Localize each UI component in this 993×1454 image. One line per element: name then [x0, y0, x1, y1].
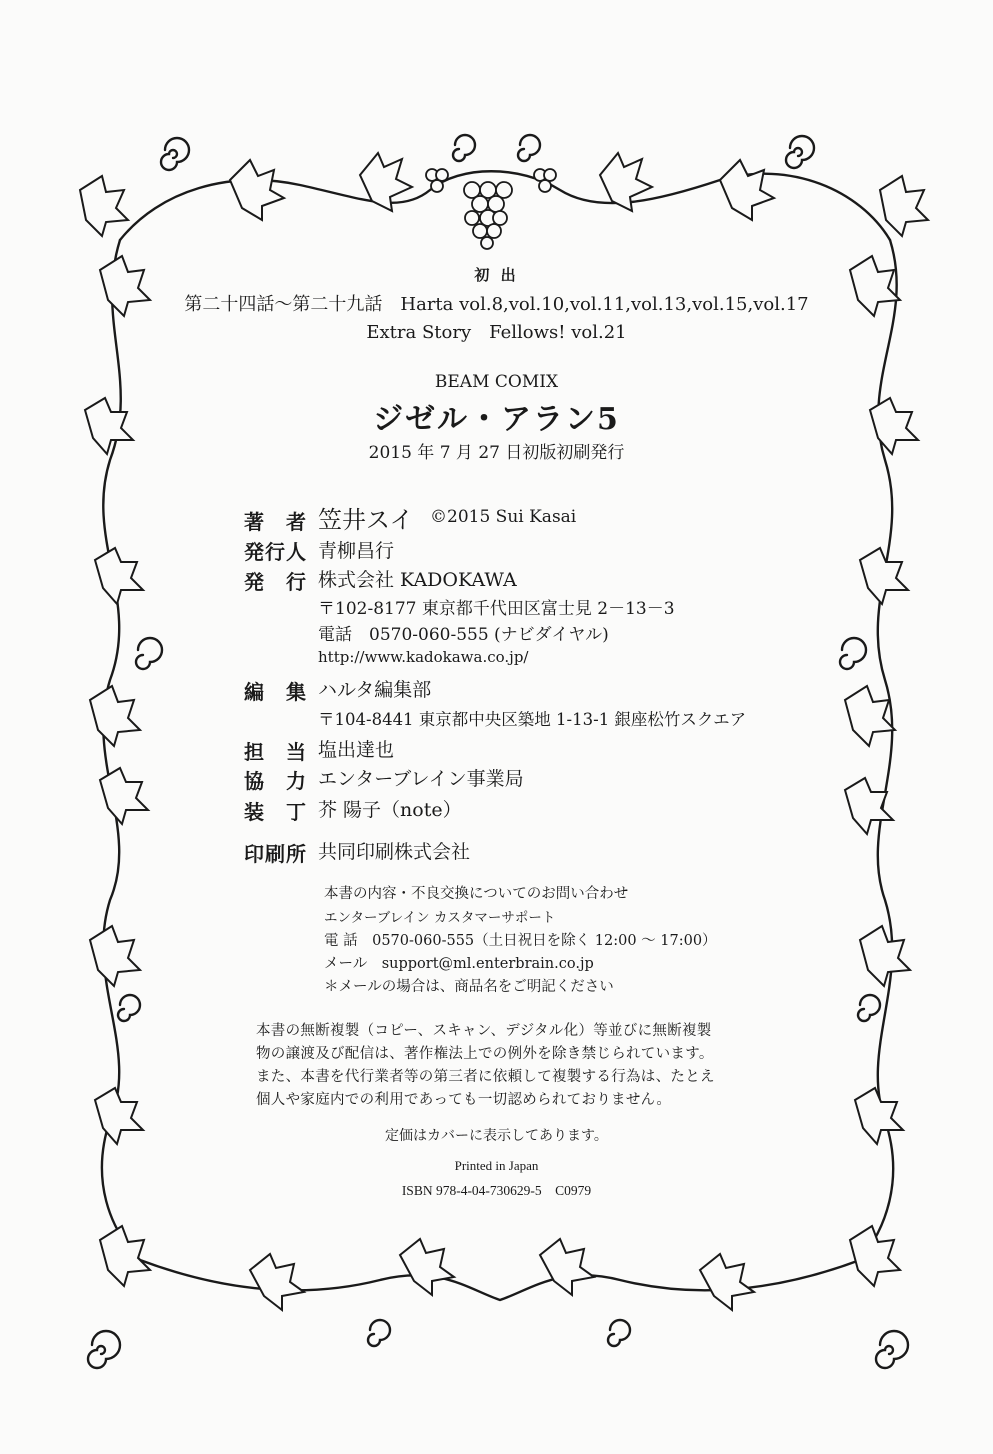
legal-line-4: 個人や家庭内での利用であっても一切認められておりません。	[256, 1092, 672, 1108]
printer-label: 印刷所	[244, 842, 307, 866]
author-label: 著 者	[244, 510, 307, 534]
first-publication-heading: 初 出	[474, 266, 519, 284]
legal-line-1: 本書の無断複製（コピー、スキャン、デジタル化）等並びに無断複製	[256, 1023, 712, 1039]
first-publication-line-2: Extra Story Fellows! vol.21	[366, 322, 627, 343]
issuer-name: 青柳昌行	[318, 540, 395, 562]
editor-label: 編 集	[244, 680, 307, 704]
publisher-address: 〒102-8177 東京都千代田区富士見 2－13－3	[318, 599, 675, 619]
author-copyright: ©2015 Sui Kasai	[430, 507, 577, 527]
support-line-1: 本書の内容・不良交換についてのお問い合わせ	[324, 886, 629, 902]
price-note: 定価はカバーに表示してあります。	[385, 1128, 608, 1144]
printed-in-japan: Printed in Japan	[454, 1158, 539, 1173]
legal-line-2: 物の譲渡及び配信は、著作権法上での例外を除き禁じられています。	[256, 1046, 714, 1062]
editor-address: 〒104-8441 東京都中央区築地 1-13-1 銀座松竹スクエア	[318, 710, 747, 729]
publisher-label: 発 行	[244, 570, 307, 594]
book-title: ジゼル・アラン5	[373, 402, 620, 437]
first-publication-line-1: 第二十四話〜第二十九話 Harta vol.8,vol.10,vol.11,vol.13,vol.15,vol.17	[184, 294, 809, 315]
in-charge-label: 担 当	[244, 740, 307, 764]
in-charge-name: 塩出達也	[318, 739, 395, 761]
support-note: ＊メールの場合は、商品名をご明記ください	[324, 979, 614, 995]
legal-line-3: また、本書を代行業者等の第三者に依頼して複製する行為は、たとえ	[256, 1069, 715, 1085]
cooperation-name: エンターブレイン事業局	[318, 768, 524, 790]
author-name: 笠井スイ	[318, 506, 414, 534]
design-label: 装 丁	[244, 800, 307, 824]
publisher-phone: 電話 0570-060-555 (ナビダイヤル)	[318, 625, 609, 645]
cooperation-label: 協 力	[244, 769, 307, 793]
publisher-url: http://www.kadokawa.co.jp/	[318, 648, 529, 666]
support-phone: 電 話 0570-060-555（土日祝日を除く 12:00 〜 17:00）	[324, 933, 717, 949]
publisher-name: 株式会社 KADOKAWA	[318, 569, 517, 591]
editor-name: ハルタ編集部	[318, 679, 432, 701]
printer-name: 共同印刷株式会社	[318, 841, 471, 863]
issuer-label: 発行人	[244, 540, 307, 564]
publication-date: 2015 年 7 月 27 日初版初刷発行	[368, 443, 625, 463]
design-name: 芥 陽子（note）	[318, 799, 462, 821]
series-name: BEAM COMIX	[434, 372, 559, 392]
support-mail: メール support@ml.enterbrain.co.jp	[324, 956, 594, 972]
isbn: ISBN 978-4-04-730629-5 C0979	[401, 1183, 592, 1198]
support-line-2: エンターブレイン カスタマーサポート	[324, 910, 556, 926]
